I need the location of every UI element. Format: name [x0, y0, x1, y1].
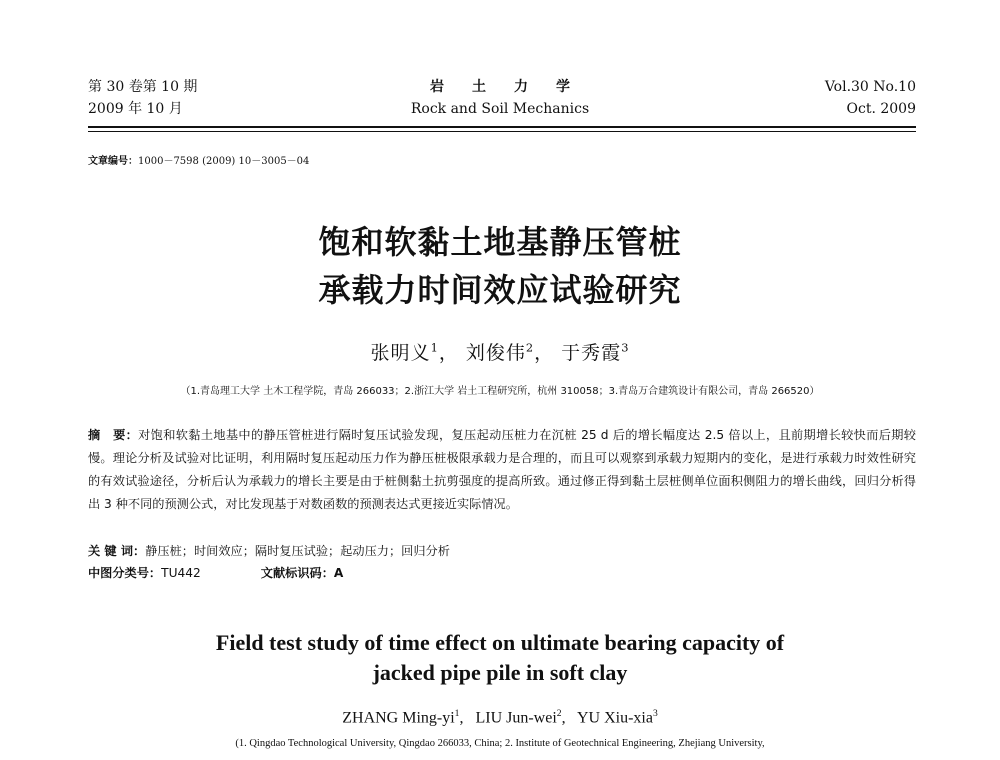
- english-title-line-1: Field test study of time effect on ultimate bearing capacity of: [215, 630, 785, 655]
- header-rule-thin: [88, 131, 916, 132]
- issue-month: Oct. 2009: [846, 101, 916, 117]
- author-name: YU Xiu-xia: [576, 709, 653, 727]
- keywords-text: 静压桩；时间效应；隔时复压试验；起动压力；回归分析: [145, 544, 450, 558]
- author-name: ZHANG Ming-yi: [342, 709, 455, 727]
- doc-code-value: A: [333, 566, 344, 580]
- author-name: 于秀霞: [561, 342, 622, 364]
- author-affiliation-mark: 2: [556, 708, 562, 719]
- issue-date: 2009 年 10 月: [88, 101, 183, 117]
- english-title-line-2: jacked pipe pile in soft clay: [372, 660, 628, 685]
- abstract-label: 摘 要：: [88, 428, 139, 442]
- clc-value: TU442: [161, 566, 201, 580]
- author-name: LIU Jun-wei: [475, 709, 557, 727]
- author-name: 张明义: [370, 342, 431, 364]
- abstract-text: 对饱和软黏土地基中的静压管桩进行隔时复压试验发现，复压起动压桩力在沉桩 25 d 后的增长幅度达 2.5 倍以上，且前期增长较快而后期较慢。理论分析及试验对比证明，利用隔时复压起动压力作为静压桩极限承载力是合理的，而且可以观察到承载力短期内的变化，是进行承载力时效性研究的有效试验途径，分析后认为承载力的增长主要是由于桩侧黏土抗剪强度的提高所致。通过修正得到黏土层桩侧单位面积侧阻力的增长曲线，回归分析得出 3 种不同的预测公式，对比发现基于对数函数的预测表达式更接近实际情况。: [88, 428, 916, 511]
- keywords-label: 关 键 词：: [88, 544, 146, 558]
- article-number: [88, 152, 309, 167]
- journal-issue-en: [825, 76, 916, 120]
- journal-name: [400, 76, 600, 120]
- journal-issue-cn: [88, 76, 197, 120]
- journal-name-en: Rock and Soil Mechanics: [410, 101, 590, 117]
- article-number-label: 文章编号：: [88, 156, 138, 167]
- author-affiliation-mark: 1: [430, 340, 439, 355]
- english-authors: ZHANG Ming-$yi^1$, LIU Jun-wei$^2$, YU Xiu-xia$^3$: [342, 708, 658, 727]
- author-affiliation-mark: 3: [652, 708, 658, 719]
- article-number-value: 1000－7598 (2009) 10－3005－04: [138, 156, 310, 167]
- clc-label: 中图分类号：: [88, 566, 162, 580]
- chinese-title-line-1: 饱和软黏土地基静压管桩: [318, 223, 682, 261]
- chinese-title: [0, 218, 1000, 314]
- author-affiliation-mark: 3: [621, 340, 630, 355]
- author-affiliation-mark: 1: [454, 708, 460, 719]
- journal-name-cn: 岩土力学: [430, 79, 598, 95]
- header-rule-thick: [88, 126, 916, 128]
- chinese-abstract: [88, 424, 916, 516]
- issue-volume: 第 30 卷第 10 期: [88, 79, 198, 95]
- english-title: [0, 628, 1000, 688]
- english-affiliations: (1. Qingdao Technological University, Qingdao 266033, China; 2. Institute of Geotechnical Engineering, Zhejiang University,: [235, 738, 765, 749]
- classification-line: [88, 562, 916, 584]
- chinese-authors: 张明义$^1$， 刘俊伟$^2$， 于秀霞$^3$: [370, 340, 630, 364]
- author-affiliation-mark: 2: [525, 340, 535, 355]
- keywords: [88, 540, 916, 562]
- doc-code-label: 文献标识码：: [260, 566, 334, 580]
- chinese-title-line-2: 承载力时间效应试验研究: [318, 271, 682, 309]
- chinese-affiliations: （1.青岛理工大学 土木工程学院，青岛 266033；2.浙江大学 岩土工程研究所，杭州 310058；3.青岛万合建筑设计有限公司，青岛 266520）: [180, 386, 820, 397]
- volume-number: Vol.30 No.10: [824, 79, 916, 95]
- author-name: 刘俊伟: [465, 342, 526, 364]
